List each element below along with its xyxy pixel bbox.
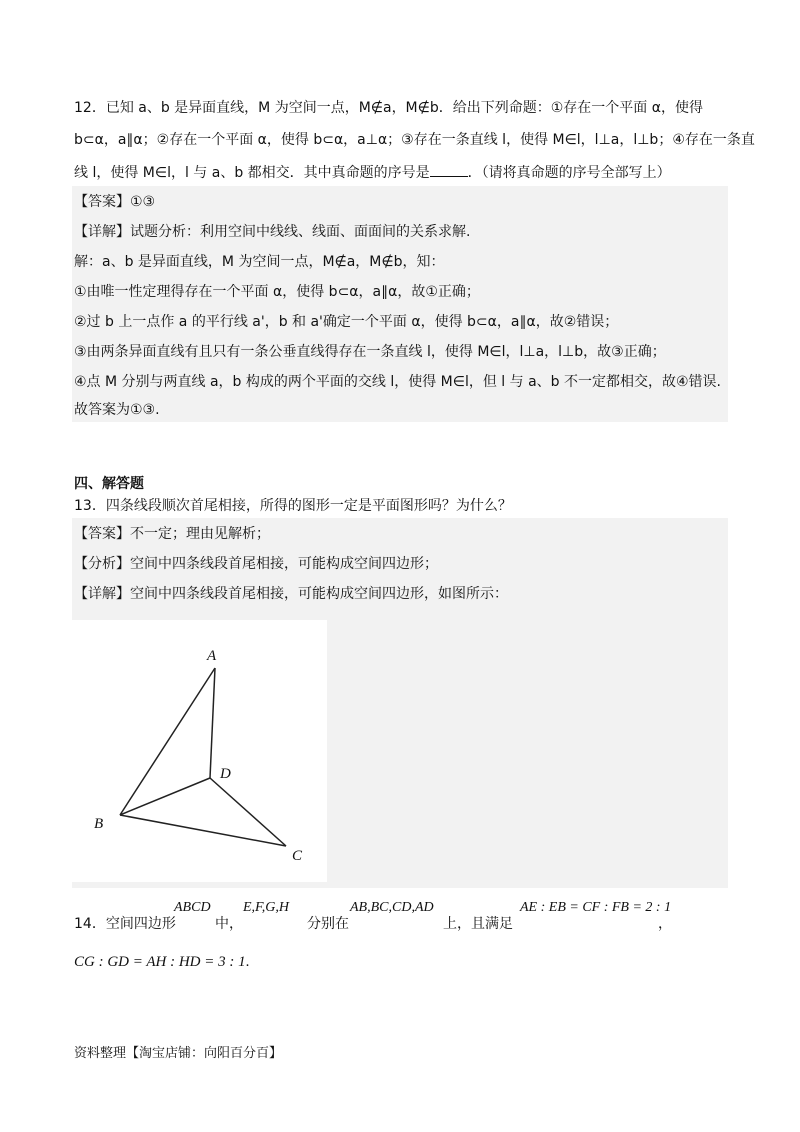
label-a: A <box>207 648 217 664</box>
edge-ad <box>210 668 215 778</box>
q14-comma: ， <box>658 916 672 932</box>
q14-edges: AB,BC,CD,AD <box>350 900 434 915</box>
q13-detail <box>74 584 508 604</box>
answer-tag: 【答案】 <box>74 526 130 542</box>
q12-line2: b⊂α，a∥α；②存在一个平面 α，使得 b⊂α，a⊥α；③存在一条直线 l，使得 M∈l，l⊥a，l⊥b；④存在一条直 <box>74 132 755 148</box>
edge-dc <box>210 778 286 846</box>
q14-ratio2 <box>74 952 249 972</box>
label-c: C <box>292 848 303 864</box>
figure-svg <box>72 620 327 882</box>
detail-tag: 【详解】 <box>74 586 130 602</box>
q14-mid1: 中， <box>215 916 243 932</box>
q12-sol3: ②过 b 上一点作 a 的平行线 a'，b 和 a'确定一个平面 α，使得 b⊂α，a∥α，故②错误； <box>74 314 619 330</box>
q12-sol4: ③由两条异面直线有且只有一条公垂直线得存在一条直线 l，使得 M∈l，l⊥a，l⊥b，故③正确； <box>74 344 666 360</box>
q12-sol1: 解：a、b 是异面直线，M 为空间一点，M∉a，M∉b，知： <box>74 254 445 270</box>
q12-line1: 12．已知 a、b 是异面直线，M 为空间一点，M∉a，M∉b．给出下列命题：①存在一个平面 α，使得 <box>74 100 703 116</box>
q14-ratio1: AE : EB = CF : FB = 2 : 1 <box>520 900 672 915</box>
answer-blank <box>430 162 468 177</box>
footer: 资料整理【淘宝店铺：向阳百分百】 <box>74 1046 283 1061</box>
q12-line3-text: 线 l，使得 M∈l，l 与 a、b 都相交．其中真命题的序号是 <box>74 165 430 181</box>
edge-ab <box>120 668 215 815</box>
q12-detail <box>74 222 470 242</box>
q12-sol2: ①由唯一性定理得存在一个平面 α，使得 b⊂α，a∥α，故①正确； <box>74 284 480 300</box>
detail-text: 试题分析：利用空间中线线、线面、面面间的关系求解. <box>130 224 471 240</box>
q14-points: E,F,G,H <box>243 900 290 915</box>
answer-text: 不一定；理由见解析； <box>130 526 270 542</box>
section-title: 四、解答题 <box>74 476 144 492</box>
edge-bc <box>120 815 286 846</box>
q14-mid2: 分别在 <box>307 916 349 932</box>
q14-ratio2-text: CG : GD = AH : HD = 3 : 1 <box>74 954 246 970</box>
edge-bd <box>120 778 210 815</box>
analysis-text: 空间中四条线段首尾相接，可能构成空间四边形； <box>130 556 438 572</box>
answer-tag: 【答案】 <box>74 194 130 210</box>
q13-analysis <box>74 554 438 574</box>
q14-prefix: 14．空间四边形 <box>74 916 176 932</box>
q12-sol6: 故答案为①③. <box>74 402 160 418</box>
space-quadrilateral-figure <box>72 620 327 882</box>
q13-answer <box>74 524 270 544</box>
q13-question: 13．四条线段顺次首尾相接，所得的图形一定是平面图形吗？为什么？ <box>74 498 512 514</box>
analysis-tag: 【分析】 <box>74 556 130 572</box>
label-d: D <box>220 766 231 782</box>
q12-answer <box>74 192 155 212</box>
q12-sol5: ④点 M 分别与两直线 a，b 构成的两个平面的交线 l，使得 M∈l，但 l 与 a、b 不一定都相交，故④错误. <box>74 374 722 390</box>
detail-tag: 【详解】 <box>74 224 130 240</box>
label-b: B <box>94 816 104 832</box>
q12-line3 <box>74 162 671 183</box>
q14-period: . <box>245 954 250 970</box>
q12-line3-tail: ．（请将真命题的序号全部写上） <box>467 165 671 181</box>
q14-mid3: 上，且满足 <box>443 916 513 932</box>
q14-quad: ABCD <box>174 900 211 915</box>
detail-text: 空间中四条线段首尾相接，可能构成空间四边形，如图所示： <box>130 586 508 602</box>
answer-text: ①③ <box>130 194 156 210</box>
